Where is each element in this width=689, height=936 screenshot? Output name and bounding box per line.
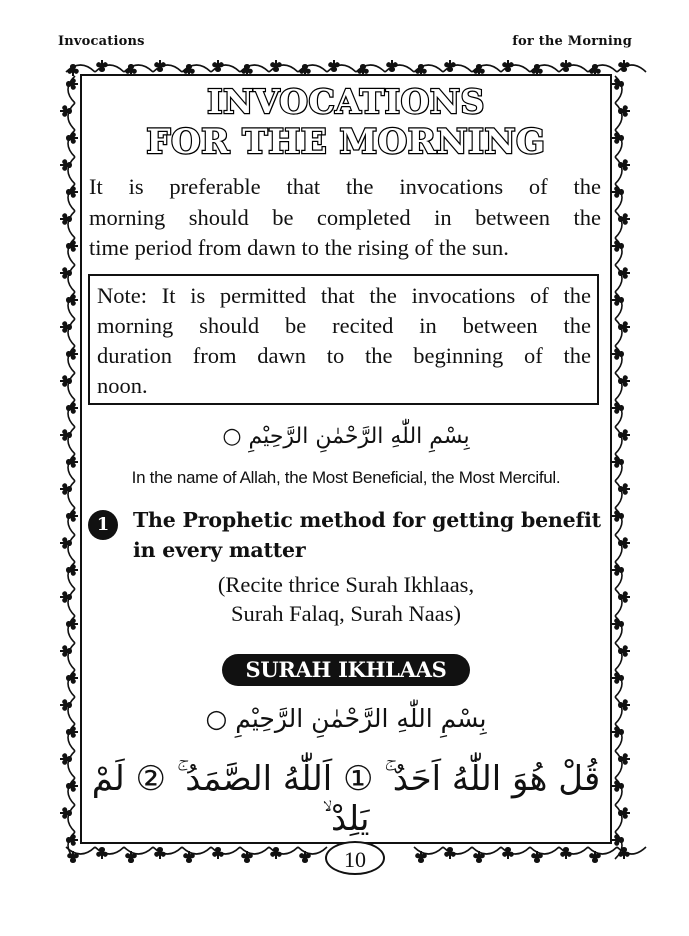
- note-line: duration from dawn to the beginning of the: [97, 343, 591, 368]
- border-leaf: [60, 537, 72, 549]
- bismillah-arabic: بِسْمِ اللّٰهِ الرَّحْمٰنِ الرَّحِيْمِ ○: [222, 424, 470, 449]
- border-leaf: [618, 699, 630, 711]
- running-header-right: for the Morning: [512, 34, 632, 49]
- item-title-line: The Prophetic method for getting benefit: [133, 508, 601, 532]
- note-text: [97, 281, 591, 401]
- border-leaf: [618, 537, 630, 549]
- border-leaf: [60, 213, 72, 225]
- border-leaf: [618, 321, 630, 333]
- page-title-line-2: FOR THE MORNING: [146, 122, 546, 162]
- border-leaf: [60, 267, 72, 279]
- intro-paragraph: [89, 172, 601, 264]
- border-leaf: [60, 591, 72, 603]
- border-leaf: [618, 591, 630, 603]
- border-leaf: [618, 807, 630, 819]
- note-line: noon.: [97, 373, 148, 398]
- border-leaf: [60, 753, 72, 765]
- border-leaf: [618, 429, 630, 441]
- border-leaf: [618, 753, 630, 765]
- border-leaf: [60, 429, 72, 441]
- note-box: [88, 274, 599, 405]
- border-leaf: [618, 105, 630, 117]
- page-number: 10: [325, 841, 385, 875]
- recite-line: Surah Falaq, Surah Naas): [231, 601, 461, 626]
- surah-ayah: قُلْ هُوَ اللّٰهُ اَحَدٌ ۚ ① اَللّٰهُ الصَّمَدُ ۚ ② لَمْ يَلِدْ ۙ: [91, 759, 601, 839]
- border-leaf: [618, 213, 630, 225]
- border-leaf: [60, 699, 72, 711]
- note-line: Note: It is permitted that the invocations of the: [97, 283, 591, 308]
- bismillah-translation: In the name of Allah, the Most Beneficial, the Most Merciful.: [131, 468, 561, 487]
- border-leaf: [618, 159, 630, 171]
- border-leaf: [60, 375, 72, 387]
- border-leaf: [60, 321, 72, 333]
- surah-heading: SURAH IKHLAAS: [222, 654, 470, 686]
- item-title: [133, 505, 603, 565]
- surah-bismillah: بِسْمِ اللّٰهِ الرَّحْمٰنِ الرَّحِيْمِ ○: [205, 704, 487, 733]
- border-leaf: [60, 105, 72, 117]
- border-leaf: [60, 807, 72, 819]
- intro-line: time period from dawn to the rising of the sun.: [89, 235, 509, 260]
- item-title-line: in every matter: [133, 538, 306, 562]
- intro-line: It is preferable that the invocations of the: [89, 174, 601, 199]
- item-number-badge: 1: [88, 510, 118, 540]
- page-content: [82, 76, 610, 842]
- border-leaf: [60, 159, 72, 171]
- border-leaf: [60, 483, 72, 495]
- border-leaf: [618, 267, 630, 279]
- page-title-line-1: INVOCATIONS: [207, 82, 485, 121]
- running-header-left: Invocations: [58, 34, 145, 49]
- recite-instruction: [82, 570, 610, 628]
- note-line: morning should be recited in between the: [97, 313, 591, 338]
- recite-line: (Recite thrice Surah Ikhlaas,: [217, 572, 475, 597]
- border-leaf: [60, 645, 72, 657]
- border-vine: [66, 65, 646, 72]
- border-leaf: [618, 645, 630, 657]
- intro-line: morning should be completed in between the: [89, 204, 601, 230]
- border-leaf: [618, 483, 630, 495]
- border-leaf: [618, 375, 630, 387]
